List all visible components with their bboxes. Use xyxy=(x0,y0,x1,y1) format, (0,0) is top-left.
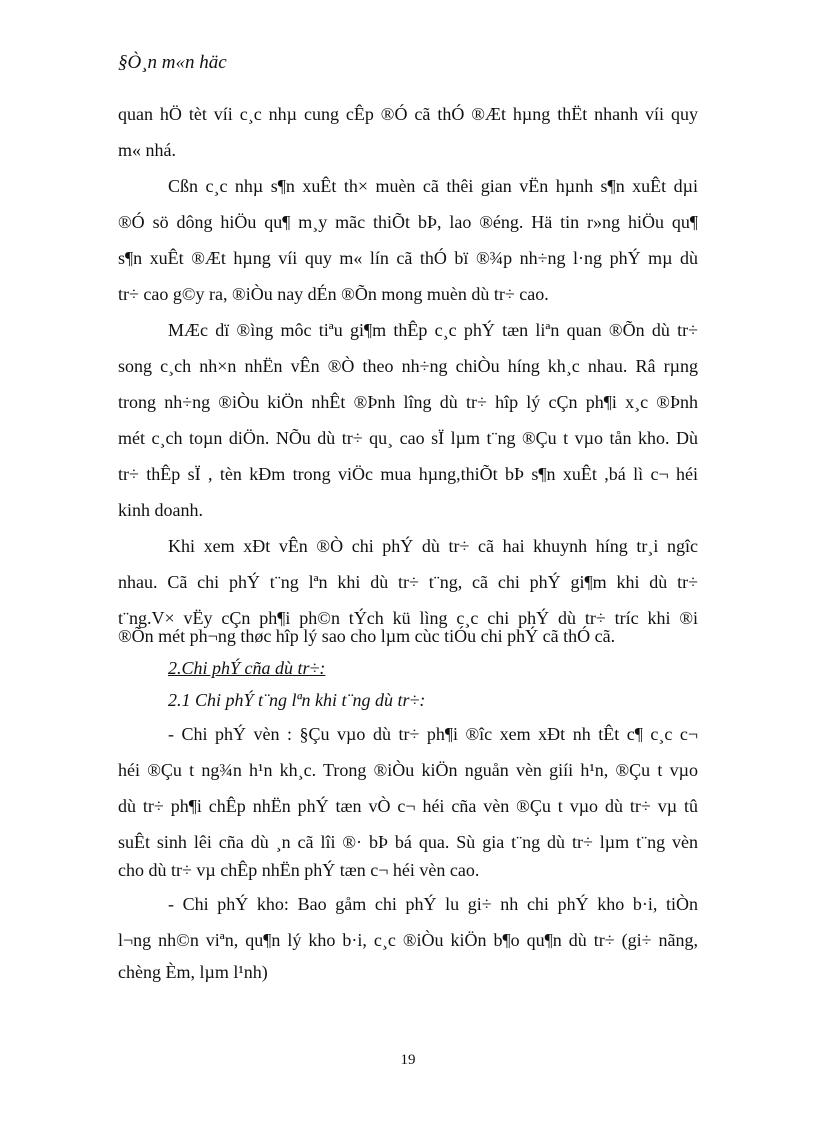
header-title: §Ò¸n m«n häc xyxy=(118,52,227,73)
page-number: 19 xyxy=(400,1052,416,1068)
paragraph-4-line-4: ®Õn mét ph¬ng thøc hîp lý sao cho lµm cùc tiÓu chi phÝ cã thÓ cã. xyxy=(118,626,616,646)
paragraph-3-line-5: tr÷ thÊp sÏ , tèn kÐm trong viÖc mua hµng,thiÕt bÞ s¶n xuÊt ,bá lì c¬ héi xyxy=(118,464,698,484)
section-heading-2: 2.Chi phÝ cña dù tr÷: xyxy=(168,658,326,678)
paragraph-3-line-4: mét c¸ch toµn diÖn. NÕu dù tr÷ qu¸ cao sÏ lµm t¨ng ®Çu t vµo tån kho. Dù xyxy=(118,428,698,448)
paragraph-2-line-3: s¶n xuÊt ®Æt hµng víi quy m« lín cã thÓ bï ®¾p nh÷ng l·ng phÝ mµ dù xyxy=(118,248,698,268)
bullet-1-line-5: cho dù tr÷ vµ chÊp nhËn phÝ tæn c¬ héi vèn cao. xyxy=(118,860,480,880)
bullet-1-line-3: dù tr÷ ph¶i chÊp nhËn phÝ tæn vÒ c¬ héi cña vèn ®Çu t vµo dù tr÷ vµ tû xyxy=(118,796,698,816)
bullet-1-line-2: héi ®Çu t ng¾n h¹n kh¸c. Trong ®iÒu kiÖn nguån vèn giíi h¹n, ®Çu t vµo xyxy=(118,760,698,780)
paragraph-2-line-4: tr÷ cao g©y ra, ®iÒu nay dÉn ®Õn mong muèn dù tr÷ cao. xyxy=(118,284,549,304)
bullet-2-line-1: - Chi phÝ kho: Bao gåm chi phÝ lu gi÷ nh chi phÝ kho b·i, tiÒn xyxy=(168,894,698,914)
paragraph-1-line-2: m« nhá. xyxy=(118,140,176,160)
paragraph-3-line-1: MÆc dï ®ìng môc tiªu gi¶m thÊp c¸c phÝ tæn liªn quan ®Õn dù tr÷ xyxy=(168,320,698,340)
paragraph-4-line-3: t¨ng.V× vËy cÇn ph¶i ph©n tÝch kü lìng c¸c chi phÝ dù tr÷ tríc khi ®i xyxy=(118,608,698,628)
section-heading-2-1: 2.1 Chi phÝ t¨ng lªn khi t¨ng dù tr÷: xyxy=(168,690,426,710)
paragraph-4-line-2: nhau. Cã chi phÝ t¨ng lªn khi dù tr÷ t¨ng, cã chi phÝ gi¶m khi dù tr÷ xyxy=(118,572,698,592)
paragraph-3-line-3: trong nh÷ng ®iÒu kiÖn nhÊt ®Þnh lîng dù tr÷ hîp lý cÇn ph¶i x¸c ®Þnh xyxy=(118,392,698,412)
paragraph-2-line-1: Cßn c¸c nhµ s¶n xuÊt th× muèn cã thêi gian vËn hµnh s¶n xuÊt dµi xyxy=(168,176,698,196)
paragraph-4-line-1: Khi xem xÐt vÊn ®Ò chi phÝ dù tr÷ cã hai khuynh híng tr¸i ngîc xyxy=(168,536,698,556)
paragraph-3-line-6: kinh doanh. xyxy=(118,500,203,520)
paragraph-1-line-1: quan hÖ tèt víi c¸c nhµ cung cÊp ®Ó cã thÓ ®Æt hµng thËt nhanh víi quy xyxy=(118,104,698,124)
bullet-1-line-4: suÊt sinh lêi cña dù ¸n cã lîi ®· bÞ bá qua. Sù gia t¨ng dù tr÷ lµm t¨ng vèn xyxy=(118,832,698,852)
bullet-2-line-3: chèng Èm, lµm l¹nh) xyxy=(118,962,268,982)
bullet-2-line-2: l¬ng nh©n viªn, qu¶n lý kho b·i, c¸c ®iÒu kiÖn b¶o qu¶n dù tr÷ (gi÷ nãng, xyxy=(118,930,698,950)
bullet-1-line-1: - Chi phÝ vèn : §Çu vµo dù tr÷ ph¶i ®îc xem xÐt nh tÊt c¶ c¸c c¬ xyxy=(168,724,698,744)
paragraph-3-line-2: song c¸ch nh×n nhËn vÊn ®Ò theo nh÷ng chiÒu híng kh¸c nhau. Râ rµng xyxy=(118,356,698,376)
paragraph-2-line-2: ®Ó sö dông hiÖu qu¶ m¸y mãc thiÕt bÞ, lao ®éng. Hä tin r»ng hiÖu qu¶ xyxy=(118,212,698,232)
